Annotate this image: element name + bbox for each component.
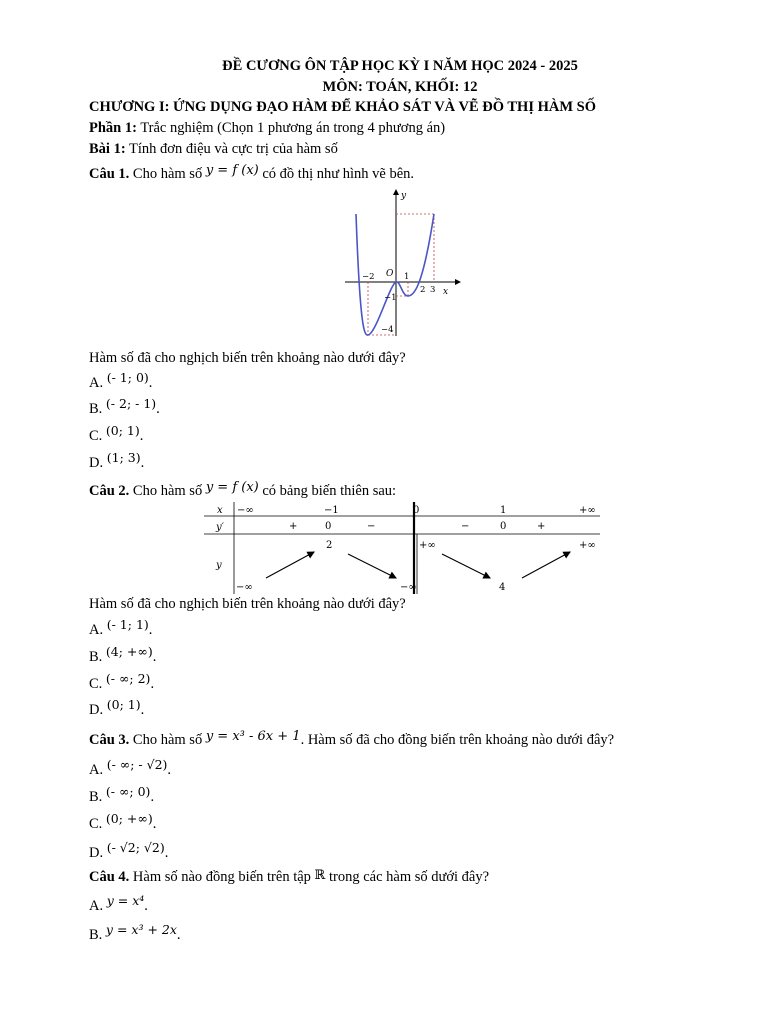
- q4-option-b: B. y = x³ + 2x.: [89, 922, 181, 943]
- option-value: (1; 3): [106, 450, 141, 465]
- graph-tick-1: 1: [404, 272, 410, 282]
- option-value: (- ∞; 2): [105, 671, 151, 686]
- q4-option-a: A. y = x⁴.: [89, 893, 148, 914]
- table-x-label: x: [217, 505, 223, 516]
- q2-post: có bảng biến thiên sau:: [258, 483, 397, 499]
- option-value: (0; 1): [105, 423, 140, 438]
- table-yp-zero: 0: [325, 521, 332, 532]
- part-text: Trắc nghiệm (Chọn 1 phương án trong 4 phương án): [136, 120, 446, 136]
- q1-post: có đồ thị như hình vẽ bên.: [258, 166, 415, 182]
- lesson-text: Tính đơn điệu và cực trị của hàm số: [125, 141, 338, 157]
- subject-line: MÔN: TOÁN, KHỐI: 12: [322, 79, 478, 95]
- q1-label: Câu 1.: [89, 166, 130, 182]
- option-value: (- ∞; 0): [105, 784, 151, 799]
- option-letter: B.: [89, 789, 103, 805]
- q3-post: . Hàm số đã cho đồng biến trên khoảng nào dưới đây?: [300, 732, 615, 748]
- table-y-label: y: [216, 560, 222, 571]
- q2-option-d: D. (0; 1).: [89, 697, 145, 718]
- q1-pre: Cho hàm số: [129, 166, 206, 182]
- graph-tick-neg2: −2: [362, 272, 375, 282]
- graph-origin-label: O: [386, 269, 394, 279]
- option-value: (0; 1): [106, 697, 141, 712]
- option-letter: A.: [89, 762, 104, 778]
- part-label: Phần 1:: [89, 120, 137, 136]
- table-arrows: [266, 552, 570, 578]
- option-letter: C.: [89, 676, 103, 692]
- lesson-label: Bài 1:: [89, 141, 126, 157]
- option-letter: C.: [89, 816, 103, 832]
- q3-pre: Cho hàm số: [129, 732, 206, 748]
- q2-pre: Cho hàm số: [129, 483, 206, 499]
- graph-x-label: x: [443, 287, 449, 297]
- table-x-1: 1: [500, 505, 507, 516]
- q2-formula: y = f (x): [205, 480, 259, 495]
- option-letter: C.: [89, 428, 103, 444]
- graph-tick-2: 2: [420, 285, 426, 295]
- document-title: ĐỀ CƯƠNG ÔN TẬP HỌC KỲ I NĂM HỌC 2024 - 2025: [222, 58, 578, 74]
- graph-tick-neg1: −1: [384, 293, 397, 303]
- option-letter: B.: [89, 401, 103, 417]
- q3-option-a: A. (- ∞; - √2).: [89, 757, 172, 778]
- table-y-neg-inf: −∞: [400, 582, 417, 593]
- lesson-heading: [89, 141, 338, 158]
- q4-post: trong các hàm số dưới đây?: [325, 869, 490, 885]
- q2-option-a: A. (- 1; 1).: [89, 617, 153, 638]
- table-yp-minus: −: [461, 521, 470, 532]
- option-value: (0; +∞): [105, 811, 153, 826]
- table-y-min: 4: [499, 582, 506, 593]
- option-value: y = x⁴: [106, 893, 145, 908]
- q2-option-c: C. (- ∞; 2).: [89, 671, 155, 692]
- option-value: (- ∞; - √2): [106, 757, 168, 772]
- table-x-0: 0: [413, 505, 420, 516]
- q1-option-a: A. (- 1; 0).: [89, 370, 153, 391]
- q1-graph: [340, 186, 465, 344]
- q4-pre: Hàm số nào đồng biến trên tập: [129, 869, 315, 885]
- q3-stem: [89, 729, 615, 749]
- option-value: (- √2; √2): [106, 840, 165, 855]
- table-x-neg-inf: −∞: [237, 505, 254, 516]
- chapter-heading: CHƯƠNG I: ỨNG DỤNG ĐẠO HÀM ĐỂ KHẢO SÁT VÀ VẼ ĐỒ THỊ HÀM SỐ: [89, 99, 596, 115]
- q3-formula: y = x³ - 6x + 1: [205, 729, 301, 744]
- table-x-neg1: −1: [324, 505, 339, 516]
- q1-formula: y = f (x): [205, 163, 259, 178]
- option-letter: A.: [89, 898, 104, 914]
- graph-tick-3: 3: [430, 285, 436, 295]
- option-value: (- 1; 0): [106, 370, 149, 385]
- graph-y-label: y: [401, 191, 407, 201]
- q3-option-c: C. (0; +∞).: [89, 811, 157, 832]
- option-letter: D.: [89, 702, 104, 718]
- q1-option-d: D. (1; 3).: [89, 450, 145, 471]
- q2-variation-table: [204, 502, 600, 594]
- option-value: y = x³ + 2x: [105, 922, 177, 937]
- q1-stem: [89, 163, 415, 183]
- option-value: (4; +∞): [105, 644, 153, 659]
- option-value: (- 2; - 1): [105, 396, 157, 411]
- table-yp-plus: +: [537, 521, 546, 532]
- q2-stem: [89, 480, 397, 500]
- option-letter: D.: [89, 455, 104, 471]
- q2-label: Câu 2.: [89, 483, 130, 499]
- option-letter: B.: [89, 649, 103, 665]
- q2-question: Hàm số đã cho nghịch biến trên khoảng nào dưới đây?: [89, 596, 406, 612]
- q1-option-c: C. (0; 1).: [89, 423, 144, 444]
- part-heading: [89, 120, 445, 137]
- q4-label: Câu 4.: [89, 869, 130, 885]
- table-y-pos-inf: +∞: [579, 540, 596, 551]
- option-letter: B.: [89, 927, 103, 943]
- table-y-pos-inf: +∞: [419, 540, 436, 551]
- option-value: (- 1; 1): [106, 617, 149, 632]
- q3-option-d: D. (- √2; √2).: [89, 840, 169, 861]
- q4-stem: [89, 869, 489, 886]
- table-y-max: 2: [326, 540, 333, 551]
- graph-tick-neg4: −4: [381, 325, 394, 335]
- q3-label: Câu 3.: [89, 732, 130, 748]
- table-yp-plus: +: [289, 521, 298, 532]
- option-letter: A.: [89, 375, 104, 391]
- table-yp-minus: −: [367, 521, 376, 532]
- graph-guides: [368, 214, 434, 335]
- option-letter: D.: [89, 845, 104, 861]
- q3-option-b: B. (- ∞; 0).: [89, 784, 155, 805]
- table-yp-zero: 0: [500, 521, 507, 532]
- q1-question: Hàm số đã cho nghịch biến trên khoảng nào dưới đây?: [89, 350, 406, 366]
- table-y-neg-inf: −∞: [236, 582, 253, 593]
- option-letter: A.: [89, 622, 104, 638]
- q2-option-b: B. (4; +∞).: [89, 644, 157, 665]
- q1-option-b: B. (- 2; - 1).: [89, 396, 160, 417]
- table-yprime-label: y′: [216, 522, 224, 533]
- table-x-pos-inf: +∞: [579, 505, 596, 516]
- q4-set-symbol: ℝ: [314, 868, 326, 883]
